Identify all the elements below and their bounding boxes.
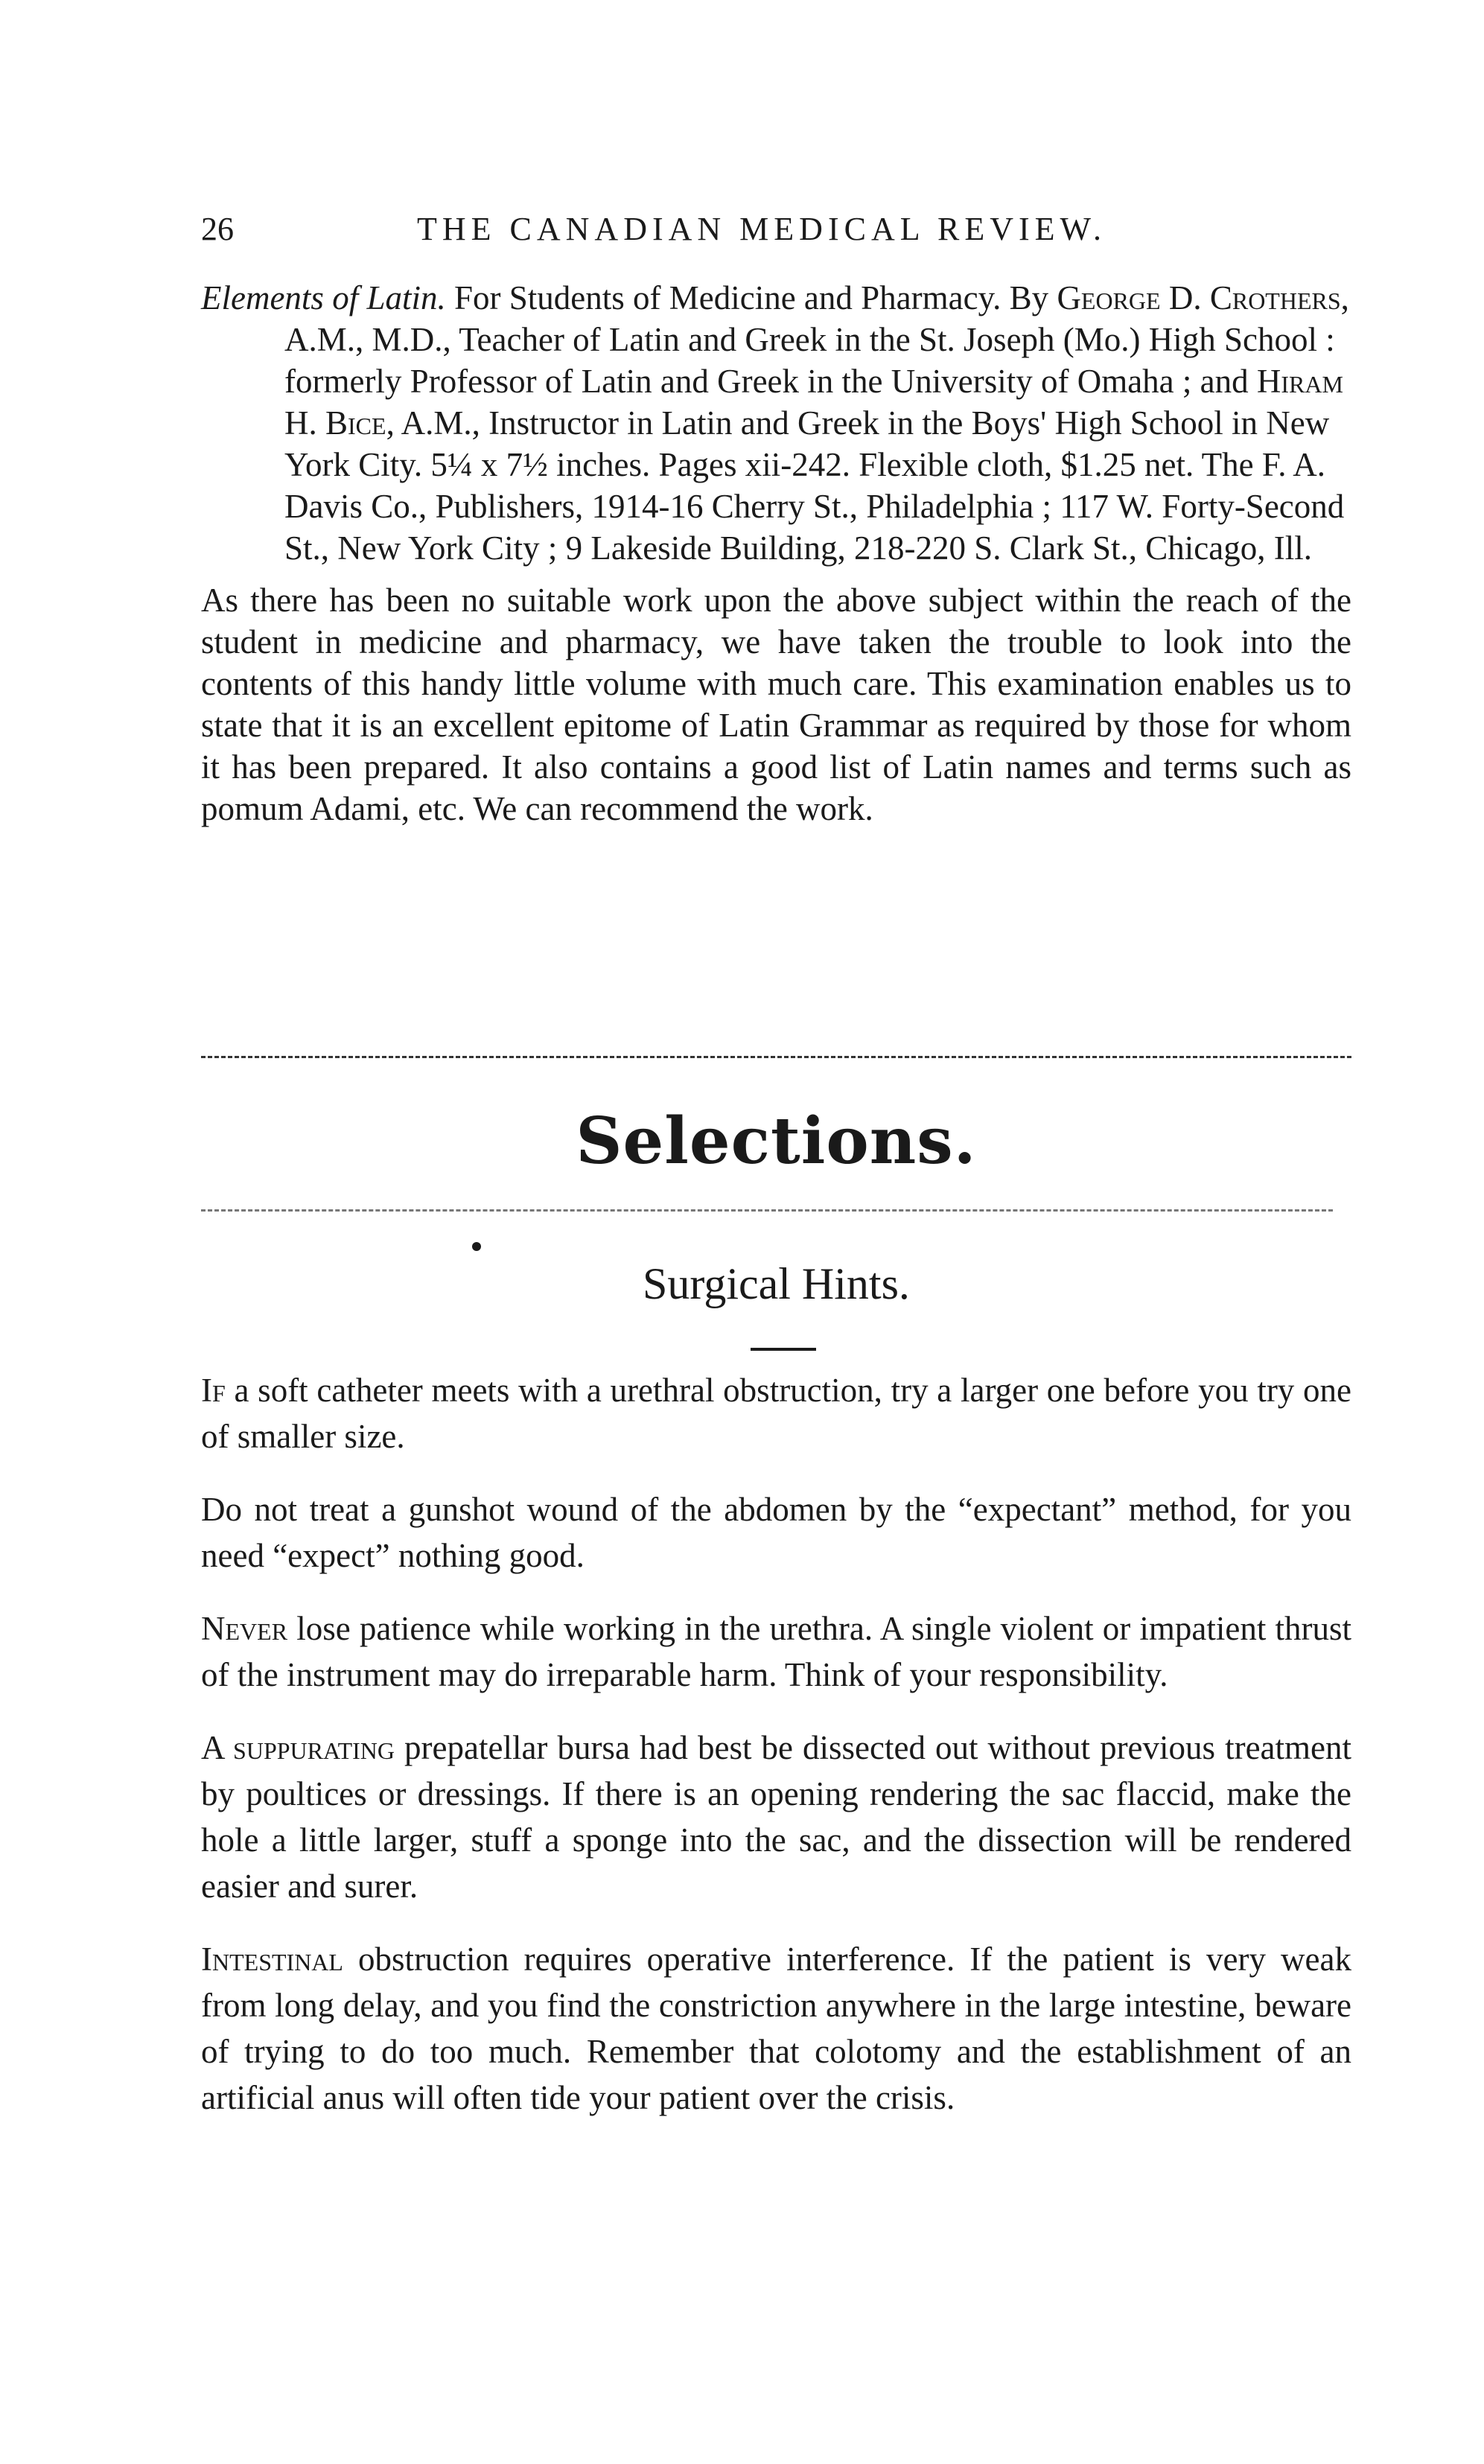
section-divider-bottom <box>201 1209 1333 1212</box>
hint-paragraph <box>201 1605 1351 1698</box>
running-header <box>201 210 1351 255</box>
author-name-2: Hiram H. Bice <box>284 363 1343 442</box>
book-review <box>201 277 1351 830</box>
hint-lead: Never <box>201 1610 288 1647</box>
entry-text-3: , A.M., Instructor in Latin and Greek in the Boys' High School in New York City. 5¼ x 7½ inches. Pages xii-242. Flexible cloth, $1.25 net. The F. A. Davis Co., Publishers, 1914-16 Cherry St., Philadelphia ; 117 W. Forty-Second St., New York City ; 9 Lakeside Building, 218-220 S. Clark St., Chicago, Ill. <box>284 404 1345 567</box>
review-bibliographic-entry <box>201 277 1351 569</box>
author-name-1: George D. Crothers <box>1057 279 1341 316</box>
page-number: 26 <box>201 211 234 247</box>
hint-text: Do not treat a gunshot wound of the abdomen by the “expectant” method, for you need “expect” nothing good. <box>201 1491 1351 1574</box>
entry-text-2: , A.M., M.D., Teacher of Latin and Greek in the St. Joseph (Mo.) High School : formerly Professor of Latin and Greek in the University of Omaha ; and <box>284 279 1349 400</box>
section-divider-top <box>201 1056 1351 1058</box>
hint-lead: A suppurating <box>201 1729 395 1766</box>
ornament-dot <box>472 1242 481 1251</box>
title-rule <box>751 1348 816 1351</box>
hint-paragraph <box>201 1367 1351 1459</box>
hint-lead: If <box>201 1372 226 1409</box>
hint-text: a soft catheter meets with a urethral obstruction, try a larger one before you try one of smaller size. <box>201 1372 1351 1455</box>
hint-text: lose patience while working in the urethra. A single violent or impatient thrust of the instrument may do irreparable harm. Think of your responsibility. <box>201 1610 1351 1693</box>
book-title: Elements of Latin. <box>201 279 446 316</box>
article-title: Surgical Hints. <box>643 1259 910 1308</box>
entry-text-1: For Students of Medicine and Pharmacy. By <box>445 279 1057 316</box>
hint-paragraph <box>201 1486 1351 1579</box>
hint-paragraph <box>201 1936 1351 2121</box>
hint-lead: Intestinal <box>201 1941 343 1978</box>
hint-text: prepatellar bursa had best be dissected out without previous treatment by poultices or dressings. If there is an opening rendering the sac flaccid, make the hole a little larger, stuff a sponge into the sac, and the dissection will be rendered easier and surer. <box>201 1729 1352 1905</box>
journal-title: THE CANADIAN MEDICAL REVIEW. <box>417 211 1106 247</box>
section-title: Selections. <box>576 1104 977 1179</box>
hint-paragraph <box>201 1725 1351 1909</box>
hints-list <box>201 1367 1351 2148</box>
hint-text: obstruction requires operative interference. If the patient is very weak from long delay, and you find the constriction anywhere in the large intestine, beware of trying to do too much. Remember that colotomy and the establishment of an artificial anus will often tide your patient over the crisis. <box>201 1941 1351 2116</box>
review-body: As there has been no suitable work upon the above subject within the reach of the student in medicine and pharmacy, we have taken the trouble to look into the contents of this handy little volume with much care. This examination enables us to state that it is an excellent epitome of Latin Grammar as required by those for whom it has been prepared. It also contains a good list of Latin names and terms such as pomum Adami, etc. We can recommend the work. <box>201 582 1351 827</box>
page <box>201 0 1351 2464</box>
